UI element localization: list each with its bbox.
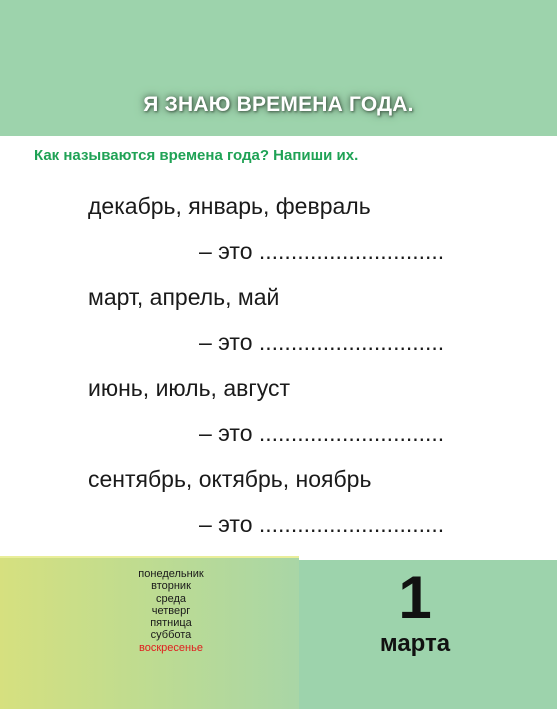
answer-line-summer: – это ............................. [199,420,445,446]
answer-line-autumn: – это ............................. [199,511,445,537]
weekday-thursday: четверг [151,604,191,617]
task-instruction: Как называются времена года? Напиши их. [34,147,359,164]
page-title: Я ЗНАЮ ВРЕМЕНА ГОДА. [143,93,414,116]
weekday-friday: пятница [150,617,192,630]
weekday-saturday: суббота [150,629,192,642]
weekday-list [112,568,230,654]
answer-line-spring: – это ............................. [199,329,445,355]
months-group-winter: декабрь, январь, февраль [88,193,371,219]
months-group-summer: июнь, июль, август [88,375,291,401]
weekday-tuesday: вторник [151,580,191,593]
weekday-sunday: воскресенье [139,641,203,654]
weekday-wednesday: среда [155,592,187,605]
months-group-spring: март, апрель, май [88,284,280,310]
weekday-monday: понедельник [138,568,204,580]
calendar-month: марта [379,630,451,657]
divider [0,556,299,558]
months-group-autumn: сентябрь, октябрь, ноябрь [88,466,372,492]
calendar-day-number: 1 [398,564,432,631]
answer-line-winter: – это ............................. [199,238,445,264]
